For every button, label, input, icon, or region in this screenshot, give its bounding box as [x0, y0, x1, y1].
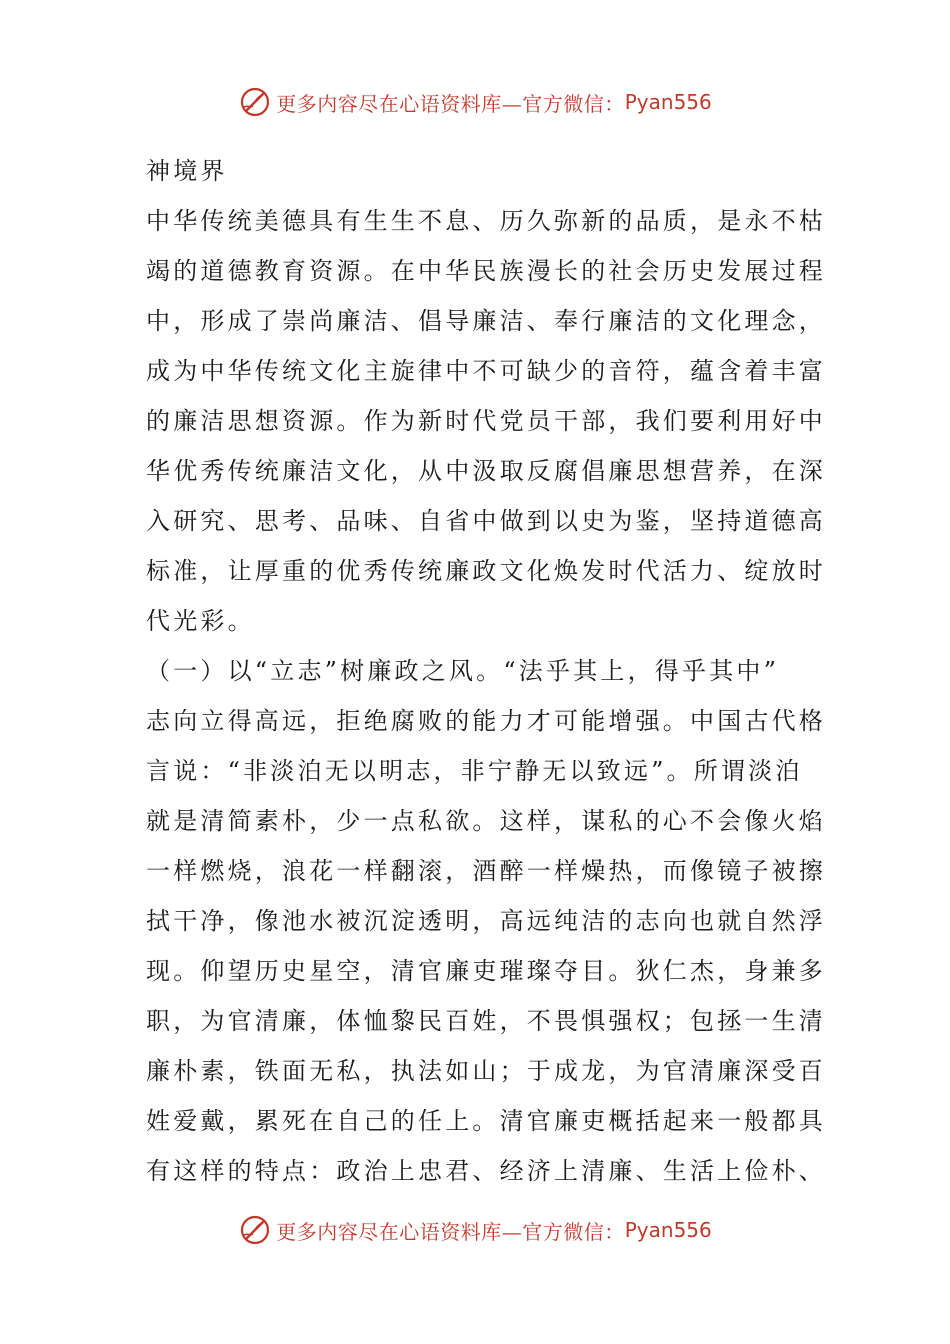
banner-wechat-id: Pyan556 — [624, 1218, 712, 1242]
text-line: 廉朴素，铁面无私，执法如山；于成龙，为官清廉深受百 — [146, 1057, 826, 1085]
text-line: 中华传统美德具有生生不息、历久弥新的品质，是永不枯 — [146, 207, 826, 235]
text-line: 言说：“非淡泊无以明志，非宁静无以致远”。所谓淡泊 — [146, 757, 803, 785]
text-line: 标准，让厚重的优秀传统廉政文化焕发时代活力、绽放时 — [146, 557, 826, 585]
text-line: 成为中华传统文化主旋律中不可缺少的音符，蕴含着丰富 — [146, 357, 826, 385]
text-line: 姓爱戴，累死在自己的任上。清官廉吏概括起来一般都具 — [146, 1107, 826, 1135]
text-line: 竭的道德教育资源。在中华民族漫长的社会历史发展过程 — [146, 257, 826, 285]
text-line: 一样燃烧，浪花一样翻滚，酒醉一样燥热，而像镜子被擦 — [146, 857, 826, 885]
text-line: 职，为官清廉，体恤黎民百姓，不畏惧强权；包拯一生清 — [146, 1007, 826, 1035]
text-line: 的廉洁思想资源。作为新时代党员干部，我们要利用好中 — [146, 407, 826, 435]
text-line: 华优秀传统廉洁文化，从中汲取反腐倡廉思想营养，在深 — [146, 457, 826, 485]
quill-logo-icon — [238, 1213, 272, 1247]
banner-text: 更多内容尽在心语资料库—官方微信： — [276, 91, 625, 116]
text-line: 就是清简素朴，少一点私欲。这样，谋私的心不会像火焰 — [146, 807, 826, 835]
body-text — [146, 146, 826, 1196]
text-line: 拭干净，像池水被沉淀透明，高远纯洁的志向也就自然浮 — [146, 907, 826, 935]
text-line: 神境界 — [146, 157, 228, 185]
text-line: 中，形成了崇尚廉洁、倡导廉洁、奉行廉洁的文化理念， — [146, 307, 826, 335]
header-banner — [0, 82, 950, 122]
text-line: 志向立得高远，拒绝腐败的能力才可能增强。中国古代格 — [146, 707, 826, 735]
footer-banner — [0, 1210, 950, 1250]
banner-text: 更多内容尽在心语资料库—官方微信： — [276, 1219, 625, 1244]
quill-logo-icon — [238, 85, 272, 119]
text-line: 有这样的特点：政治上忠君、经济上清廉、生活上俭朴、 — [146, 1157, 826, 1185]
text-line: 代光彩。 — [146, 607, 255, 635]
document-body — [146, 146, 826, 1196]
banner-wechat-id: Pyan556 — [624, 90, 712, 114]
text-line: （一）以“立志”树廉政之风。“法乎其上，得乎其中” — [146, 657, 780, 685]
text-line: 入研究、思考、品味、自省中做到以史为鉴，坚持道德高 — [146, 507, 826, 535]
text-line: 现。仰望历史星空，清官廉吏璀璨夺目。狄仁杰，身兼多 — [146, 957, 826, 985]
